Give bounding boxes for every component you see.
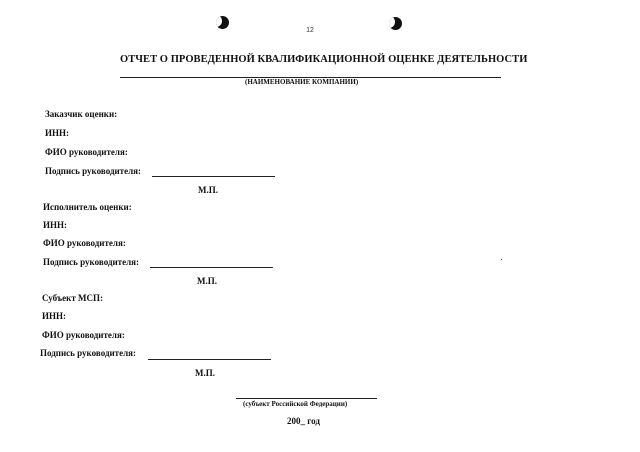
customer-head-name-label: ФИО руководителя: (45, 147, 128, 157)
year-label: 200_ год (287, 416, 320, 426)
punch-hole-left (216, 16, 229, 29)
subject-stamp-label: М.П. (195, 368, 215, 378)
region-line (236, 398, 377, 399)
punch-hole-right (389, 17, 402, 30)
subject-inn-label: ИНН: (42, 311, 66, 321)
customer-stamp-label: М.П. (198, 185, 218, 195)
customer-signature-line (152, 176, 275, 177)
company-name-caption: (НАИМЕНОВАНИЕ КОМПАНИИ) (245, 78, 359, 86)
document-title: ОТЧЕТ О ПРОВЕДЕННОЙ КВАЛИФИКАЦИОННОЙ ОЦЕНКЕ ДЕЯТЕЛЬНОСТИ (120, 54, 528, 65)
contractor-inn-label: ИНН: (43, 220, 67, 230)
subject-signature-line (148, 359, 271, 360)
contractor-stamp-label: М.П. (197, 276, 217, 286)
subject-heading: Субъект МСП: (42, 293, 104, 303)
customer-signature-label: Подпись руководителя: (45, 166, 142, 176)
scan-speck (501, 259, 502, 260)
customer-heading: Заказчик оценки: (45, 109, 118, 119)
subject-head-name-label: ФИО руководителя: (42, 330, 125, 340)
contractor-heading: Исполнитель оценки: (43, 202, 132, 212)
contractor-signature-label: Подпись руководителя: (43, 257, 140, 267)
subject-signature-label: Подпись руководителя: (40, 348, 137, 358)
region-caption: (субъект Российской Федерации) (243, 400, 348, 408)
contractor-head-name-label: ФИО руководителя: (43, 238, 126, 248)
contractor-signature-line (150, 267, 273, 268)
page-number: 12 (306, 27, 314, 34)
customer-inn-label: ИНН: (45, 128, 69, 138)
